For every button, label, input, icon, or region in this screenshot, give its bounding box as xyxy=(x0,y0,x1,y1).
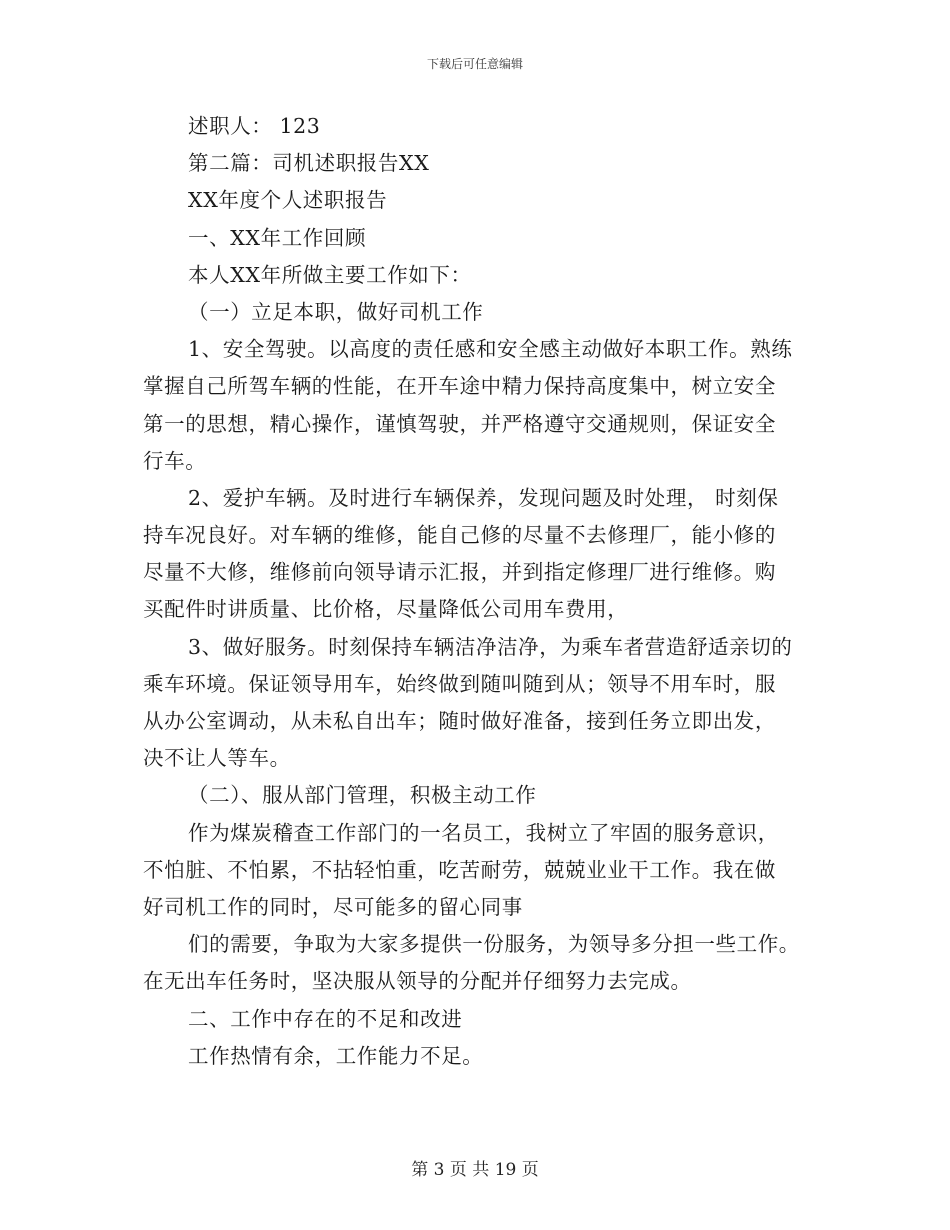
page-header-note: 下载后可任意编辑 xyxy=(426,57,523,71)
text-line: 二、工作中存在的不足和改进 xyxy=(188,1006,463,1031)
text-line: 买配件时讲质量、比价格，尽量降低公司用车费用， xyxy=(143,597,629,622)
text-line: 好司机工作的同时，尽可能多的留心同事 xyxy=(143,894,523,919)
text-line: （一）立足本职，做好司机工作 xyxy=(188,299,484,324)
text-line: 从办公室调动，从未私自出车；随时做好准备，接到任务立即出发， xyxy=(143,709,776,733)
text-line: （二）、服从部门管理，积极主动工作 xyxy=(188,783,537,808)
page-footer-number: 第 3 页 共 19 页 xyxy=(411,1160,539,1180)
document-body xyxy=(143,108,813,1075)
text-line: 2、爱护车辆。及时进行车辆保养，发现问题及时处理， 时刻保 xyxy=(188,485,779,510)
text-line: 不怕脏、不怕累，不拈轻怕重，吃苦耐劳，兢兢业业干工作。我在做 xyxy=(143,857,776,882)
text-line: 们的需要，争取为大家多提供一份服务，为领导多分担一些工作。 xyxy=(188,932,800,957)
text-line: 工作热情有余，工作能力不足。 xyxy=(188,1043,484,1068)
text-line: 第二篇：司机述职报告XX xyxy=(188,151,430,176)
text-line: 在无出车任务时，坚决服从领导的分配并仔细努力去完成。 xyxy=(143,969,692,994)
text-line: 掌握自己所驾车辆的性能，在开车途中精力保持高度集中，树立安全 xyxy=(143,374,776,399)
text-line: 尽量不大修，维修前向领导请示汇报，并到指定修理厂进行维修。购 xyxy=(143,560,776,585)
text-line: 行车。 xyxy=(143,448,207,473)
text-line: 3、做好服务。时刻保持车辆洁净洁净，为乘车者营造舒适亲切的 xyxy=(188,634,793,659)
text-line: 第一的思想，精心操作，谨慎驾驶，并严格遵守交通规则，保证安全 xyxy=(143,411,776,436)
text-line: 本人XX年所做主要工作如下： xyxy=(188,262,472,287)
text-line: 述职人： 123 xyxy=(188,114,321,138)
text-line: 决不让人等车。 xyxy=(143,746,291,771)
text-line: 一、XX年工作回顾 xyxy=(188,225,367,250)
text-line: 1、安全驾驶。以高度的责任感和安全感主动做好本职工作。熟练 xyxy=(188,337,793,362)
text-line: XX年度个人述职报告 xyxy=(188,188,388,213)
text-line: 作为煤炭稽查工作部门的一名员工，我树立了牢固的服务意识， xyxy=(188,820,779,845)
text-line: 乘车环境。保证领导用车，始终做到随叫随到从；领导不用车时，服 xyxy=(143,671,776,696)
text-line: 持车况良好。对车辆的维修，能自己修的尽量不去修理厂，能小修的 xyxy=(143,523,776,548)
